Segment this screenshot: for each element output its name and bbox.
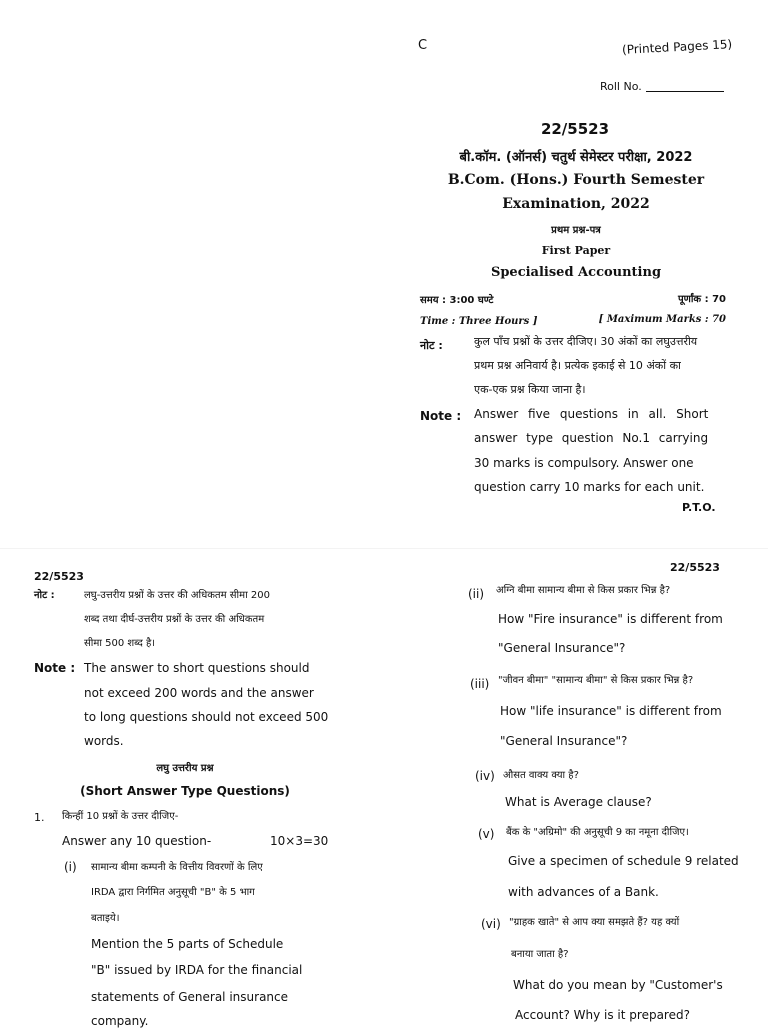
note-english-line: words. [84,734,124,748]
sub-question-english-line: Give a specimen of schedule 9 related [508,854,739,868]
page-divider [0,548,768,549]
sub-question-english-line: with advances of a Bank. [508,885,659,899]
sub-question-english-line: What do you mean by "Customer's [513,978,723,992]
paper-code: 22/5523 [34,570,84,583]
sub-question-number: (i) [64,860,77,874]
time-hindi: समय : 3:00 घण्टे [420,295,494,306]
question-number: 1. [34,811,45,824]
sub-question-number: (iii) [470,677,490,691]
time-english: Time : Three Hours ] [420,316,538,327]
pto-marker: P.T.O. [682,501,716,514]
paper-code: 22/5523 [540,120,610,138]
sub-question-hindi-line: बताइये। [91,913,120,924]
sub-question-english-line: company. [91,1014,149,1028]
sub-question-hindi-line: बनाया जाता है? [511,949,569,960]
sub-question-english-line: statements of General insurance [91,990,289,1004]
printed-pages: (Printed Pages 15) [621,37,733,57]
roll-no [600,80,724,93]
note-hindi-line: सीमा 500 शब्द है। [84,638,156,649]
subject-title: Specialised Accounting [490,265,662,280]
sub-question-english-line: What is Average clause? [505,795,652,809]
question-marks: 10×3=30 [270,834,329,848]
sub-question-number: (iv) [475,769,495,783]
sub-question-number: (v) [478,827,495,841]
sub-question-number: (ii) [468,587,485,601]
note-hindi-line: कुल पाँच प्रश्नों के उत्तर दीजिए। 30 अंकों का लघुउत्तरीय [474,335,698,348]
note-english-line: not exceed 200 words and the answer [84,686,314,700]
note-hindi-line: शब्द तथा दीर्घ-उत्तरीय प्रश्नों के उत्तर की अधिकतम [84,614,265,625]
sub-question-english-line: How "life insurance" is different from [500,704,722,718]
section-heading-english: (Short Answer Type Questions) [80,784,290,798]
sub-question-english-line: "General Insurance"? [500,734,628,748]
set-letter: C [418,38,428,53]
sub-question-hindi-line: IRDA द्वारा निर्गमित अनुसूची "B" के 5 भाग [91,887,255,898]
sub-question-hindi: अग्नि बीमा सामान्य बीमा से किस प्रकार भिन्न है? [496,585,671,596]
note-english-line: to long questions should not exceed 500 [84,710,329,724]
title-hindi: बी.कॉम. (ऑनर्स) चतुर्थ सेमेस्टर परीक्षा, 2022 [459,150,693,165]
paper-number-english: First Paper [541,244,611,257]
note-hindi-line: लघु-उत्तरीय प्रश्नों के उत्तर की अधिकतम सीमा 200 [84,590,270,601]
sub-question-hindi: "जीवन बीमा" "सामान्य बीमा" से किस प्रकार भिन्न है? [498,675,694,686]
question-instruction-english: Answer any 10 question- [62,834,212,848]
paper-number-hindi: प्रथम प्रश्न-पत्र [551,225,601,236]
title-english-line-2: Examination, 2022 [502,196,650,212]
note-hindi-line: प्रथम प्रश्न अनिवार्य है। प्रत्येक इकाई से 10 अंकों का [474,359,681,372]
roll-no-blank [646,91,724,92]
note-hindi-line: एक-एक प्रश्न किया जाना है। [474,383,586,396]
sub-question-english-line: "General Insurance"? [498,641,626,655]
sub-question-hindi-line: सामान्य बीमा कम्पनी के वित्तीय विवरणों के लिए [91,862,263,873]
sub-question-hindi-line: "ग्राहक खाते" से आप क्या समझते हैं? यह क्यों [509,917,680,928]
sub-question-hindi: बैंक के "अग्रिमो" की अनुसूची 9 का नमूना दीजिए। [506,827,689,838]
sub-question-english-line: How "Fire insurance" is different from [498,612,723,626]
section-heading-hindi: लघु उत्तरीय प्रश्न [156,763,214,774]
sub-question-english-line: Account? Why is it prepared? [515,1008,690,1022]
sub-question-number: (vi) [481,917,501,931]
marks-english: [ Maximum Marks : 70 [598,314,726,325]
title-english-line-1: B.Com. (Hons.) Fourth Semester [447,172,705,188]
paper-code: 22/5523 [670,561,720,574]
sub-question-english-line: "B" issued by IRDA for the financial [91,963,303,977]
note-english-label: Note : [420,409,462,423]
note-english-line: answer type question No.1 carrying [474,431,709,445]
note-hindi-label: नोट : [34,590,55,601]
sub-question-english-line: Mention the 5 parts of Schedule [91,937,284,951]
note-english-line: 30 marks is compulsory. Answer one [474,456,694,470]
note-english-line: Answer five questions in all. Short [474,407,709,421]
question-instruction-hindi: किन्हीं 10 प्रश्नों के उत्तर दीजिए- [62,811,179,822]
note-english-line: The answer to short questions should [84,661,310,675]
marks-hindi: पूर्णांक : 70 [677,294,726,305]
note-hindi-label: नोट : [420,339,443,352]
note-english-label: Note : [34,661,76,675]
sub-question-hindi: औसत वाक्य क्या है? [503,770,579,781]
roll-no-label: Roll No. [600,80,642,93]
note-english-line: question carry 10 marks for each unit. [474,480,705,494]
